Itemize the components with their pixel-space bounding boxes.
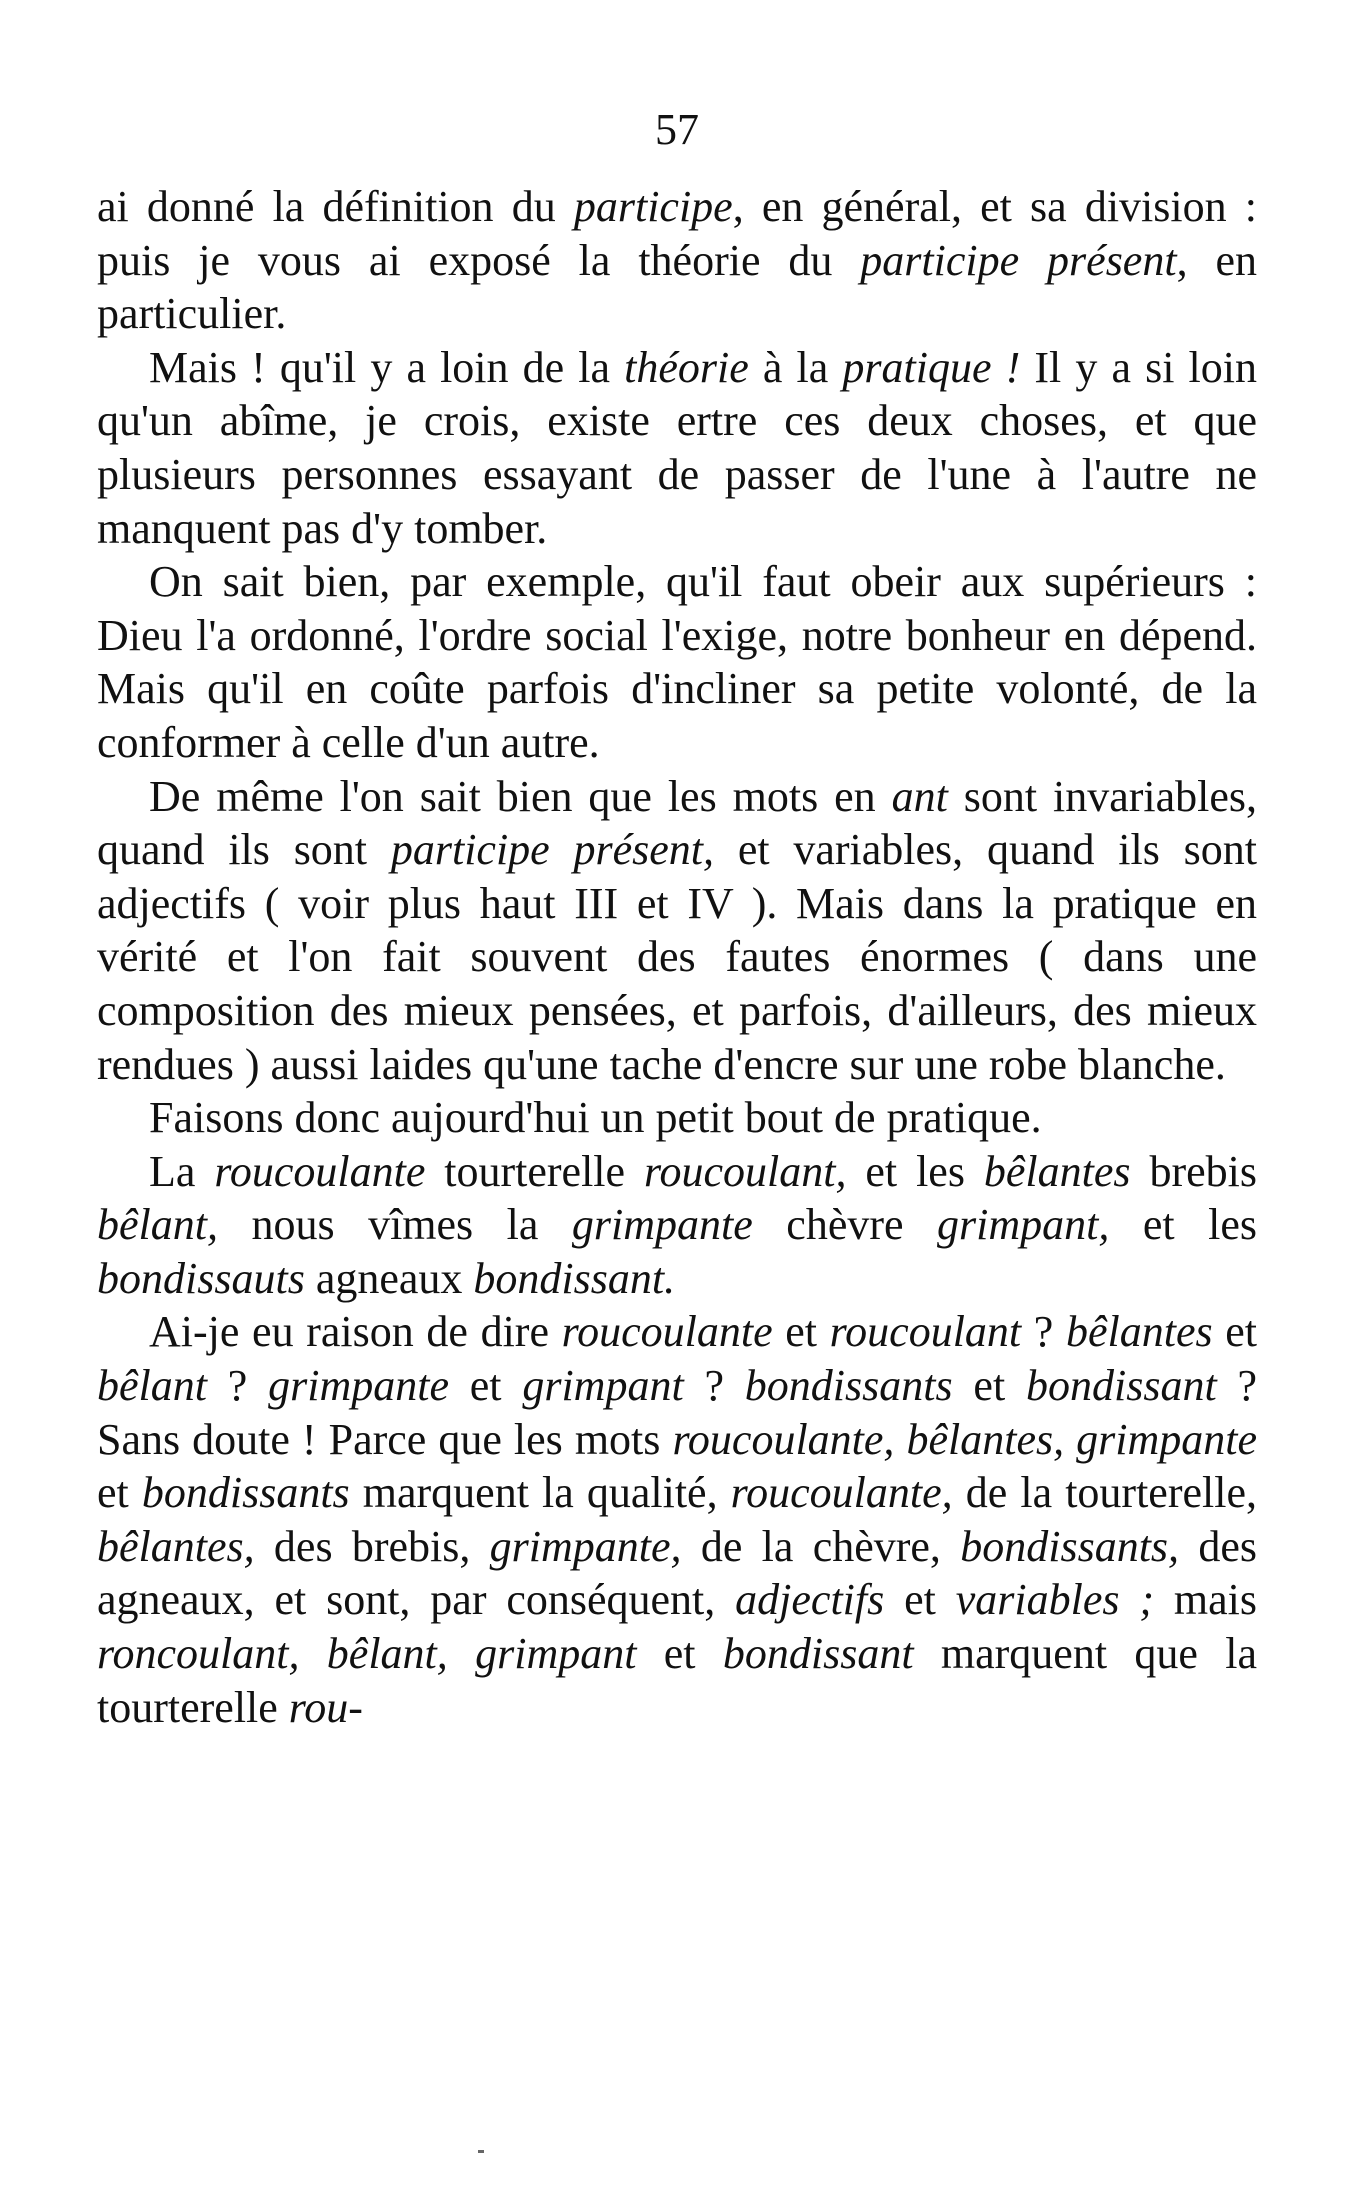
text-run: et bbox=[772, 1307, 830, 1357]
text-run: brebis bbox=[1130, 1146, 1258, 1196]
text-run: et variables, quand ils sont adjectifs ( voir plus haut III et IV ). Mais dans la pratique en vérité et l'on fait souvent des fautes énormes ( dans une composition des mieux pensées, et parfois, d'ailleurs, des mieux rendues ) aussi laides qu'une tache d'encre sur une robe blanche. bbox=[97, 825, 1258, 1089]
italic-run: roucoulante bbox=[561, 1307, 773, 1357]
text-run: marquent la qualité, bbox=[349, 1468, 731, 1518]
italic-run: bêlantes, bbox=[97, 1521, 255, 1571]
text-run: ? bbox=[1021, 1307, 1066, 1357]
italic-run: roucoulante, bbox=[730, 1468, 953, 1518]
text-run: Mais ! qu'il y a loin de la bbox=[149, 342, 625, 392]
text-run: La bbox=[149, 1146, 215, 1196]
text-run: des brebis, bbox=[254, 1521, 490, 1571]
text-run: et bbox=[448, 1361, 523, 1411]
page-number: 57 bbox=[655, 105, 699, 154]
italic-run: bêlantes bbox=[1065, 1307, 1213, 1357]
text-run: et les bbox=[1109, 1200, 1257, 1250]
italic-run: participe bbox=[573, 182, 733, 231]
italic-run: bondissant. bbox=[473, 1253, 676, 1303]
text-run: Faisons donc aujourd'hui un petit bout de pratique. bbox=[149, 1093, 1042, 1143]
text-run: nous vîmes la bbox=[217, 1200, 572, 1250]
italic-run: bêlantes bbox=[983, 1146, 1131, 1196]
paragraph bbox=[97, 1305, 1257, 1734]
text-run: à la bbox=[748, 342, 843, 392]
text-run: et bbox=[636, 1629, 723, 1679]
italic-run: participe présent, bbox=[390, 825, 715, 875]
text-run: de la tourterelle, bbox=[952, 1468, 1257, 1518]
paragraph bbox=[97, 180, 1257, 341]
italic-run: grimpant bbox=[522, 1361, 684, 1411]
italic-run: grimpante, bbox=[489, 1521, 682, 1571]
book-page bbox=[97, 100, 1257, 1734]
text-run: et les bbox=[846, 1146, 984, 1196]
italic-run: bondissants bbox=[141, 1468, 350, 1518]
paragraph bbox=[97, 1145, 1257, 1306]
italic-run: grimpant, bbox=[937, 1200, 1110, 1250]
italic-run: adjectifs bbox=[735, 1575, 885, 1625]
italic-run: roncoulant, bêlant, grimpant bbox=[97, 1629, 637, 1679]
italic-run: rou- bbox=[288, 1682, 363, 1732]
italic-run: grimpante bbox=[571, 1200, 753, 1250]
text-run: et bbox=[1212, 1307, 1258, 1357]
italic-run: roucoulante, bêlantes, grimpante bbox=[672, 1414, 1258, 1464]
text-run: , en particulier. bbox=[97, 235, 1258, 339]
text-run: chèvre bbox=[752, 1200, 938, 1250]
italic-run: participe présent bbox=[860, 235, 1177, 285]
text-run: agneaux bbox=[304, 1253, 474, 1303]
text-run: et bbox=[97, 1468, 142, 1518]
paragraph bbox=[97, 1091, 1257, 1145]
italic-run: grimpante bbox=[268, 1361, 449, 1411]
paragraph bbox=[97, 770, 1257, 1092]
italic-run: ant bbox=[891, 771, 948, 821]
text-run: ? Sans doute ! Parce que les mots bbox=[97, 1361, 1257, 1464]
italic-run: variables ; bbox=[955, 1575, 1155, 1625]
italic-run: bondissant bbox=[1025, 1361, 1217, 1411]
italic-run: bondissants bbox=[744, 1361, 953, 1411]
paragraph bbox=[97, 341, 1257, 555]
italic-run: bondissauts bbox=[97, 1253, 305, 1303]
text-run: et bbox=[884, 1575, 956, 1625]
body-text bbox=[97, 180, 1257, 1734]
print-mark bbox=[478, 2150, 484, 2153]
text-run: Il y a si loin qu'un abîme, je crois, existe ertre ces deux choses, et que plusieurs personnes essayant de passer de l'une à l'autre ne manquent pas d'y tomber. bbox=[97, 342, 1257, 553]
italic-run: roucoulant bbox=[829, 1307, 1022, 1357]
italic-run: bondissant bbox=[722, 1629, 914, 1679]
paragraph bbox=[97, 555, 1257, 769]
text-run: mais bbox=[1154, 1575, 1258, 1625]
text-run: et bbox=[952, 1361, 1026, 1411]
text-run: De même l'on sait bien que les mots en bbox=[149, 771, 892, 821]
text-run: ai donné la définition du bbox=[97, 182, 574, 231]
italic-run: bondissants, bbox=[960, 1521, 1180, 1571]
italic-run: roucoulant, bbox=[644, 1146, 847, 1196]
text-run: On sait bien, par exemple, qu'il faut obeir aux supérieurs : Dieu l'a ordonné, l'ordre social l'exige, notre bonheur en dépend. Mais qu'il en coûte parfois d'incliner sa petite volonté, de la conformer à celle d'un autre. bbox=[97, 557, 1257, 767]
text-run: ? bbox=[683, 1361, 745, 1411]
text-run: ? bbox=[206, 1361, 269, 1411]
text-run: de la chèvre, bbox=[681, 1521, 961, 1571]
text-run: sont invariables, quand ils sont bbox=[97, 771, 1258, 875]
text-run: marquent que la tourterelle bbox=[97, 1629, 1257, 1732]
text-run: Ai-je eu raison de dire bbox=[149, 1307, 562, 1357]
text-run: tourterelle bbox=[425, 1146, 644, 1196]
italic-run: roucoulante bbox=[214, 1146, 426, 1196]
text-run: , en général, et sa division : puis je vous ai exposé la théorie du bbox=[97, 182, 1257, 285]
italic-run: bêlant, bbox=[97, 1200, 218, 1250]
italic-run: bêlant bbox=[97, 1361, 207, 1411]
text-run: des agneaux, et sont, par conséquent, bbox=[97, 1521, 1257, 1625]
italic-run: théorie bbox=[624, 342, 749, 392]
italic-run: pratique ! bbox=[842, 342, 1021, 392]
